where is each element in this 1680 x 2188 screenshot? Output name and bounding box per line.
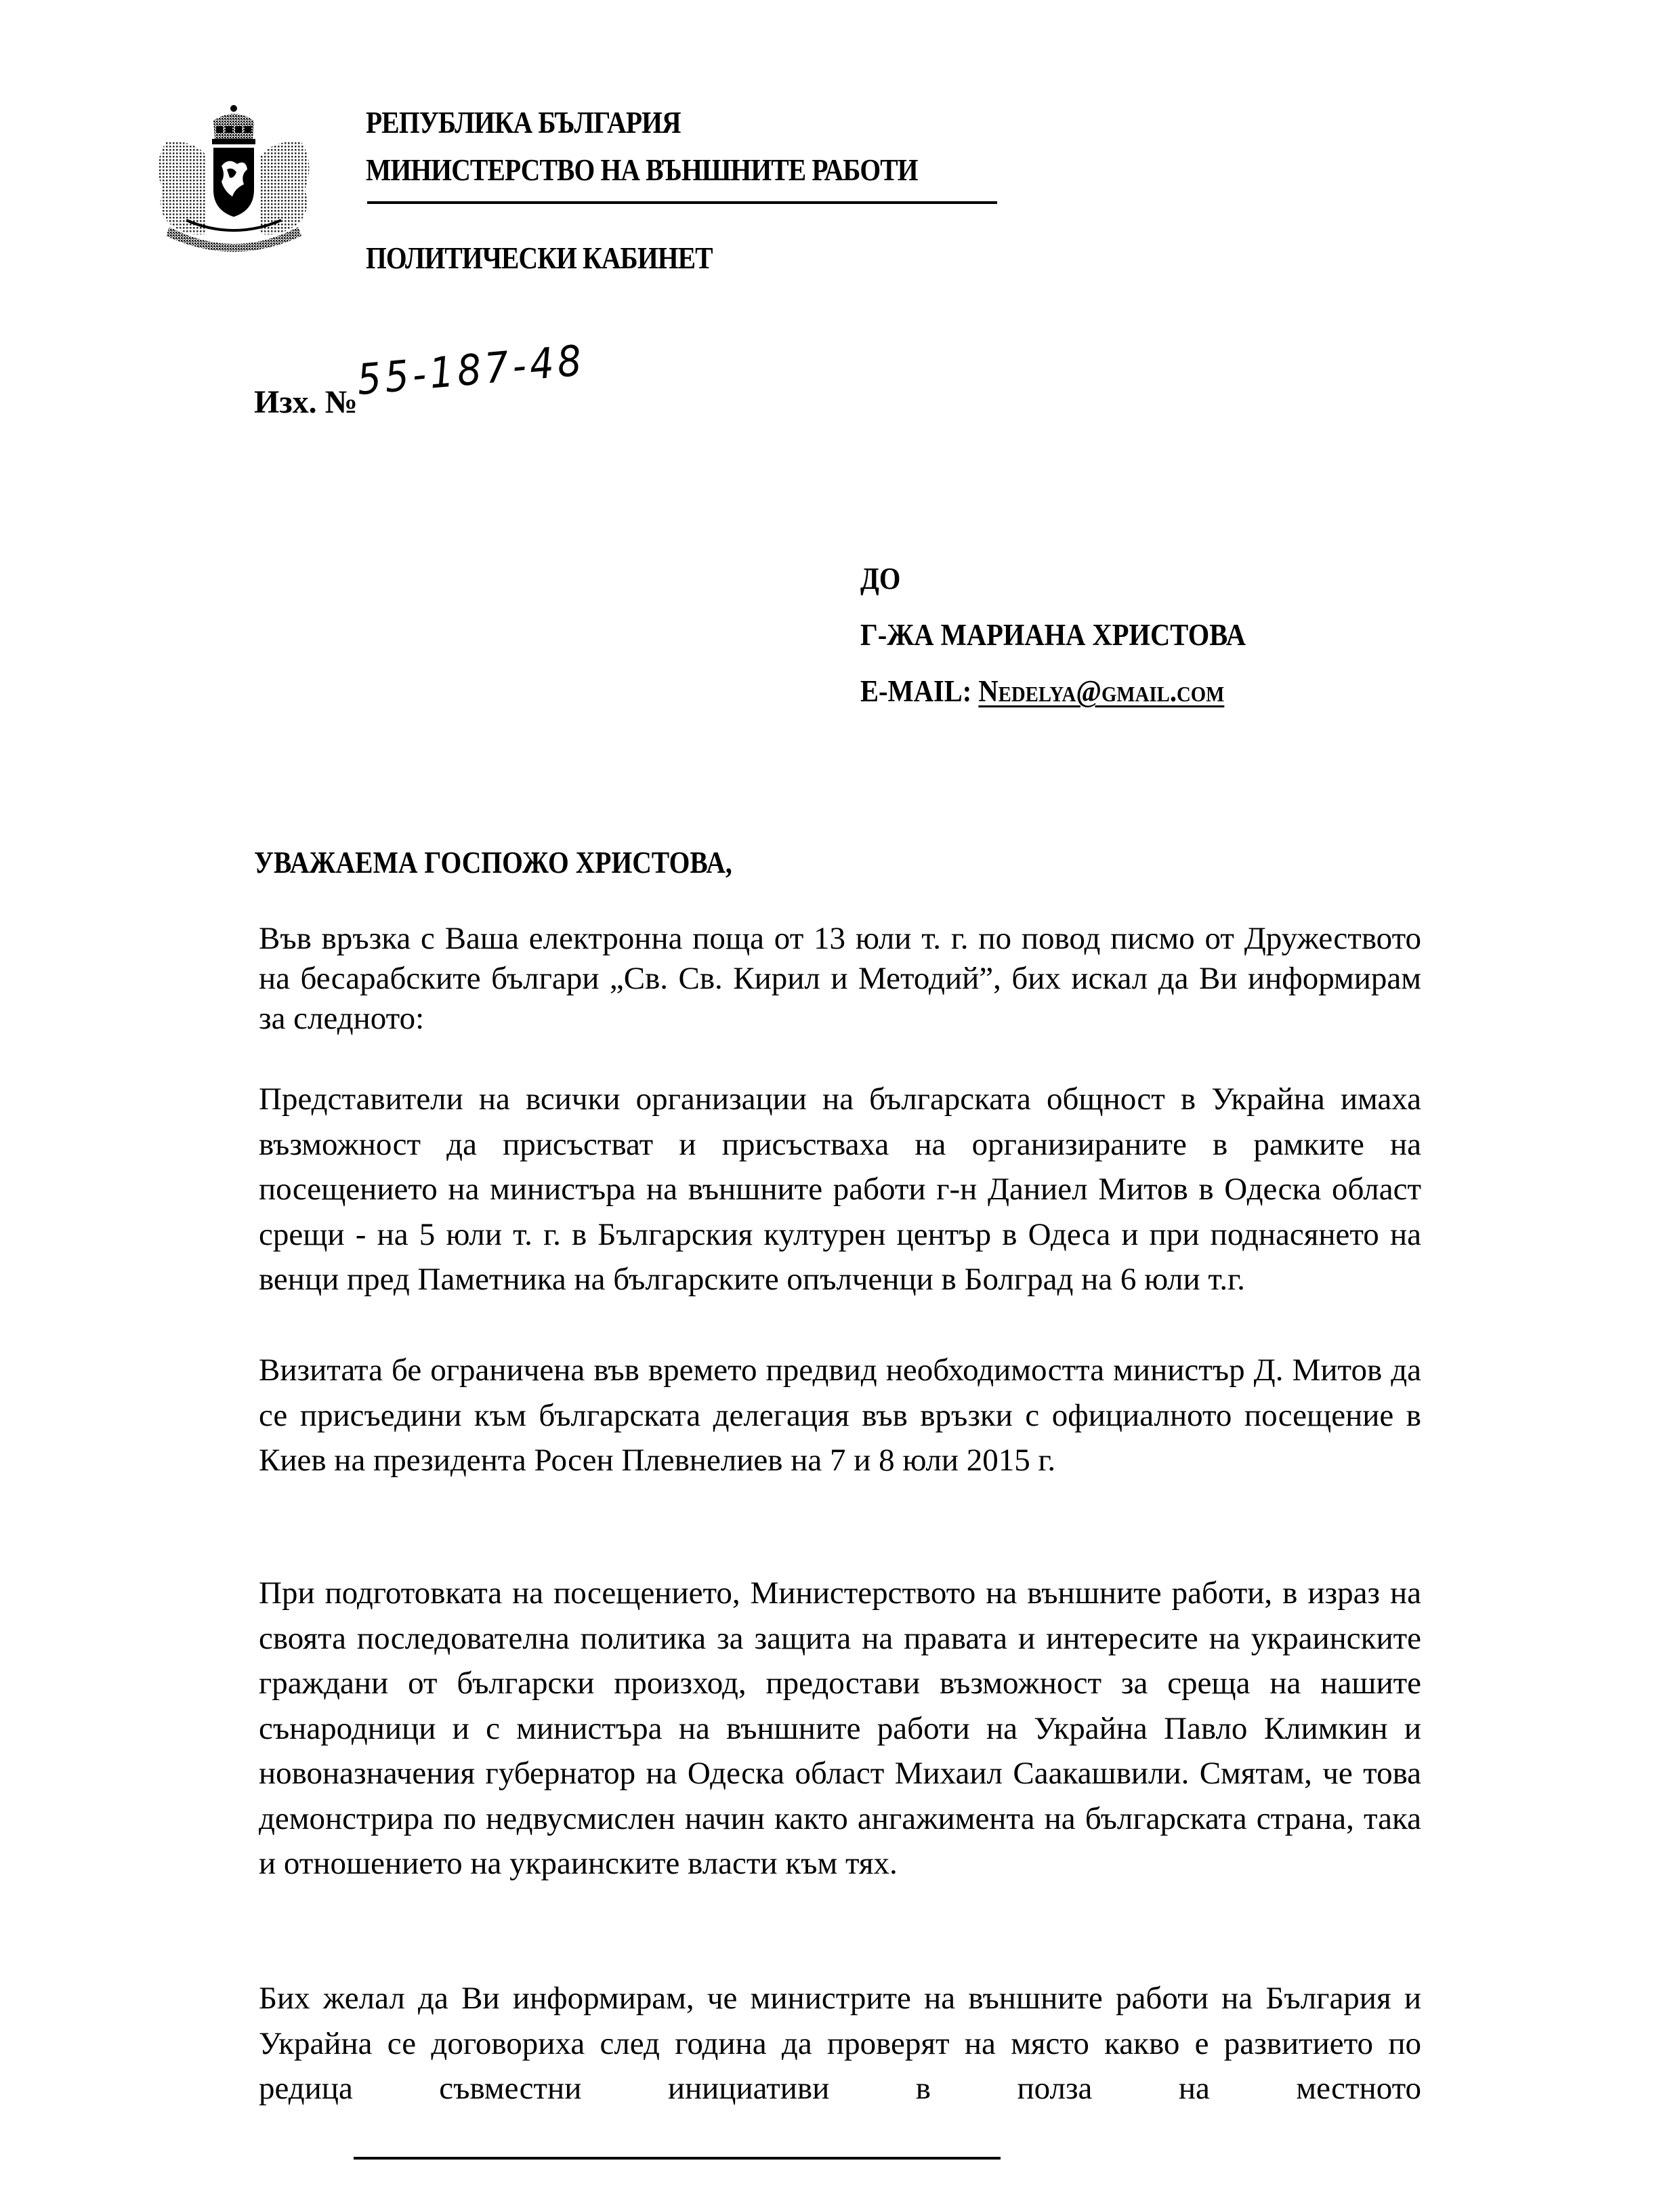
header-divider	[367, 201, 997, 204]
addressee-name: Г-ЖА МАРИАНА ХРИСТОВА	[860, 618, 1246, 652]
addressee-to: ДО	[860, 562, 901, 596]
paragraph-5	[259, 1976, 1421, 2111]
paragraph-2-text: Представители на всички организации на българската общност в Украйна имаха възможност да присъстват и присъстваха на организираните в рамките на посещението на министъра на външните работи г-н Даниел Митов в Одеска област срещи - на 5 юли т. г. в Българския културен център в Одеса и при поднасянето на венци пред Паметника на българските опълченци в Болград на 6 юли т.г.	[259, 1081, 1421, 1297]
email-link[interactable]: Nedelya@gmail.com	[978, 674, 1225, 708]
department-heading: ПОЛИТИЧЕСКИ КАБИНЕТ	[366, 241, 713, 275]
ministry-heading: МИНИСТЕРСТВО НА ВЪНШНИТЕ РАБОТИ	[366, 152, 918, 187]
paragraph-1	[259, 919, 1421, 1039]
paragraph-4	[259, 1571, 1421, 1886]
coat-of-arms-icon	[146, 102, 322, 257]
outgoing-number-label: Изх. №	[254, 384, 358, 420]
paragraph-4-text: При подготовката на посещението, Министерството на външните работи, в израз на своята последователна политика за защита на правата и интересите на украинските граждани от български произход, предостави възможност за среща на нашите сънародници и с министъра на външните работи на Украйна Павло Климкин и новоназначения губернатор на Одеска област Михаил Саакашвили. Смятам, че това демонстрира по недвусмислен начин както ангажимента на българската страна, така и отношението на украинските власти към тях.	[259, 1575, 1421, 1881]
addressee-email-row	[860, 676, 1224, 707]
republic-heading: РЕПУБЛИКА БЪЛГАРИЯ	[366, 105, 681, 140]
email-label: E-MAIL:	[860, 674, 972, 708]
paragraph-3-text: Визитата бе ограничена във времето предвид необходимостта министър Д. Митов да се присъедини към българската делегация във връзки с официалното посещение в Киев на президента Росен Плевнелиев на 7 и 8 юли 2015 г.	[259, 1353, 1421, 1478]
salutation: УВАЖАЕМА ГОСПОЖО ХРИСТОВА,	[254, 845, 732, 880]
footer-divider	[354, 2157, 1001, 2160]
paragraph-2	[259, 1077, 1421, 1302]
outgoing-number-handwritten: 55-187-48	[355, 335, 587, 405]
paragraph-3	[259, 1348, 1421, 1483]
paragraph-5-text: Бих желал да Ви информирам, че министрите на външните работи на България и Украйна се договориха след година да проверят на място какво е развитието по редица съвместни инициативи в полза на местното	[259, 1981, 1421, 2106]
paragraph-1-text: Във връзка с Ваша електронна поща от 13 юли т. г. по повод писмо от Дружеството на бесарабските българи „Св. Св. Кирил и Методий”, бих искал да Ви информирам за следното:	[259, 921, 1421, 1036]
